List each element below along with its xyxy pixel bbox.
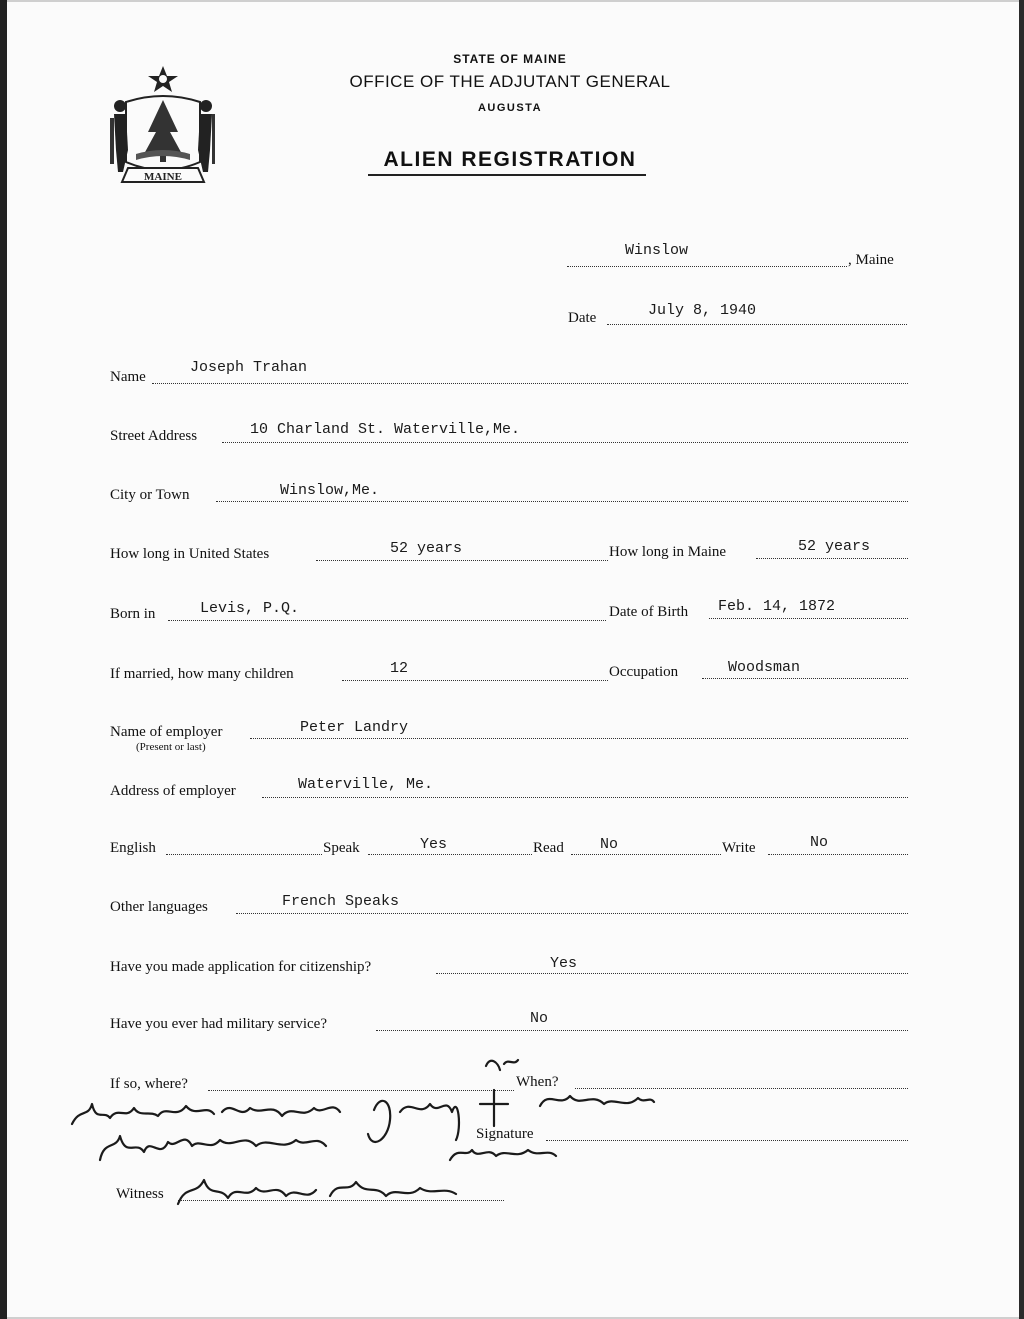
name-value: Joseph Trahan bbox=[190, 359, 308, 376]
when-line bbox=[575, 1088, 908, 1089]
place-value: Winslow bbox=[625, 242, 689, 259]
other-languages-line bbox=[236, 913, 908, 914]
employer-name-label: Name of employer bbox=[110, 724, 223, 740]
witness-to-mark-handwriting bbox=[72, 1104, 340, 1124]
seal-motto: MAINE bbox=[144, 171, 182, 183]
maine-state-seal-icon bbox=[108, 62, 218, 192]
employer-address-label: Address of employer bbox=[110, 783, 236, 799]
if-so-where-line bbox=[208, 1090, 514, 1091]
employer-name-line bbox=[250, 738, 908, 739]
mark-word-handwriting bbox=[450, 1150, 556, 1160]
how-long-maine-value: 52 years bbox=[798, 538, 871, 555]
dob-label: Date of Birth bbox=[609, 604, 689, 620]
date-label: Date bbox=[568, 310, 597, 326]
occupation-label: Occupation bbox=[609, 664, 679, 680]
place-suffix: , Maine bbox=[848, 252, 894, 268]
how-long-maine-label: How long in Maine bbox=[609, 544, 727, 560]
military-value: No bbox=[530, 1010, 549, 1027]
form-title: ALIEN REGISTRATION bbox=[383, 148, 637, 171]
his-mark-cross bbox=[480, 1090, 508, 1126]
surname-handwriting bbox=[540, 1096, 654, 1106]
signature-label: Signature bbox=[476, 1126, 534, 1142]
witness-line bbox=[178, 1200, 504, 1201]
born-in-line bbox=[168, 620, 606, 621]
occupation-line bbox=[702, 678, 908, 679]
citizenship-line bbox=[436, 973, 908, 974]
if-so-where-label: If so, where? bbox=[110, 1076, 188, 1092]
children-label: If married, how many children bbox=[110, 666, 294, 682]
name-label: Name bbox=[110, 369, 146, 385]
military-label: Have you ever had military service? bbox=[110, 1016, 327, 1032]
speak-value: Yes bbox=[420, 836, 448, 853]
occupation-value: Woodsman bbox=[728, 659, 801, 676]
write-line bbox=[768, 854, 908, 855]
his-label-handwriting bbox=[486, 1060, 518, 1070]
employer-name-note: (Present or last) bbox=[136, 741, 206, 753]
how-long-us-value: 52 years bbox=[390, 540, 463, 557]
speak-line bbox=[368, 854, 532, 855]
write-value: No bbox=[810, 834, 829, 851]
dob-line bbox=[709, 618, 908, 619]
header-city: AUGUSTA bbox=[477, 102, 543, 114]
how-long-us-label: How long in United States bbox=[110, 546, 270, 562]
other-languages-label: Other languages bbox=[110, 899, 208, 915]
date-value: July 8, 1940 bbox=[648, 302, 757, 319]
dob-value: Feb. 14, 1872 bbox=[718, 598, 836, 615]
other-languages-value: French Speaks bbox=[282, 893, 400, 910]
street-address-label: Street Address bbox=[110, 428, 198, 444]
citizenship-value: Yes bbox=[550, 955, 578, 972]
employer-address-value: Waterville, Me. bbox=[298, 776, 434, 793]
street-address-value: 10 Charland St. Waterville,Me. bbox=[250, 421, 521, 438]
city-value: Winslow,Me. bbox=[280, 482, 380, 499]
born-in-value: Levis, P.Q. bbox=[200, 600, 300, 617]
scan-edge-right bbox=[1019, 0, 1024, 1319]
witness-label: Witness bbox=[116, 1186, 164, 1202]
scan-edge-left bbox=[0, 0, 7, 1319]
employer-name-value: Peter Landry bbox=[300, 719, 409, 736]
how-long-maine-line bbox=[756, 558, 908, 559]
city-label: City or Town bbox=[110, 487, 190, 503]
header-state: STATE OF MAINE bbox=[453, 52, 567, 66]
title-underline bbox=[368, 174, 646, 176]
write-label: Write bbox=[722, 840, 756, 856]
speak-label: Speak bbox=[323, 840, 360, 856]
place-line bbox=[567, 266, 847, 267]
city-line bbox=[216, 501, 908, 502]
citizenship-label: Have you made application for citizenship? bbox=[110, 959, 372, 975]
read-line bbox=[571, 854, 721, 855]
born-in-label: Born in bbox=[110, 606, 156, 622]
date-line bbox=[607, 324, 907, 325]
when-label: When? bbox=[516, 1074, 559, 1090]
read-label: Read bbox=[533, 840, 564, 856]
english-line bbox=[166, 854, 322, 855]
witness-name-handwriting bbox=[100, 1136, 326, 1160]
employer-address-line bbox=[262, 797, 908, 798]
children-line bbox=[342, 680, 608, 681]
children-value: 12 bbox=[390, 660, 409, 677]
how-long-us-line bbox=[316, 560, 608, 561]
read-value: No bbox=[600, 836, 619, 853]
street-address-line bbox=[222, 442, 908, 443]
military-line bbox=[376, 1030, 908, 1031]
signature-line bbox=[546, 1140, 908, 1141]
name-line bbox=[152, 383, 908, 384]
header-office: OFFICE OF THE ADJUTANT GENERAL bbox=[349, 72, 671, 91]
mark-signature-handwriting bbox=[368, 1101, 459, 1142]
english-label: English bbox=[110, 840, 156, 856]
